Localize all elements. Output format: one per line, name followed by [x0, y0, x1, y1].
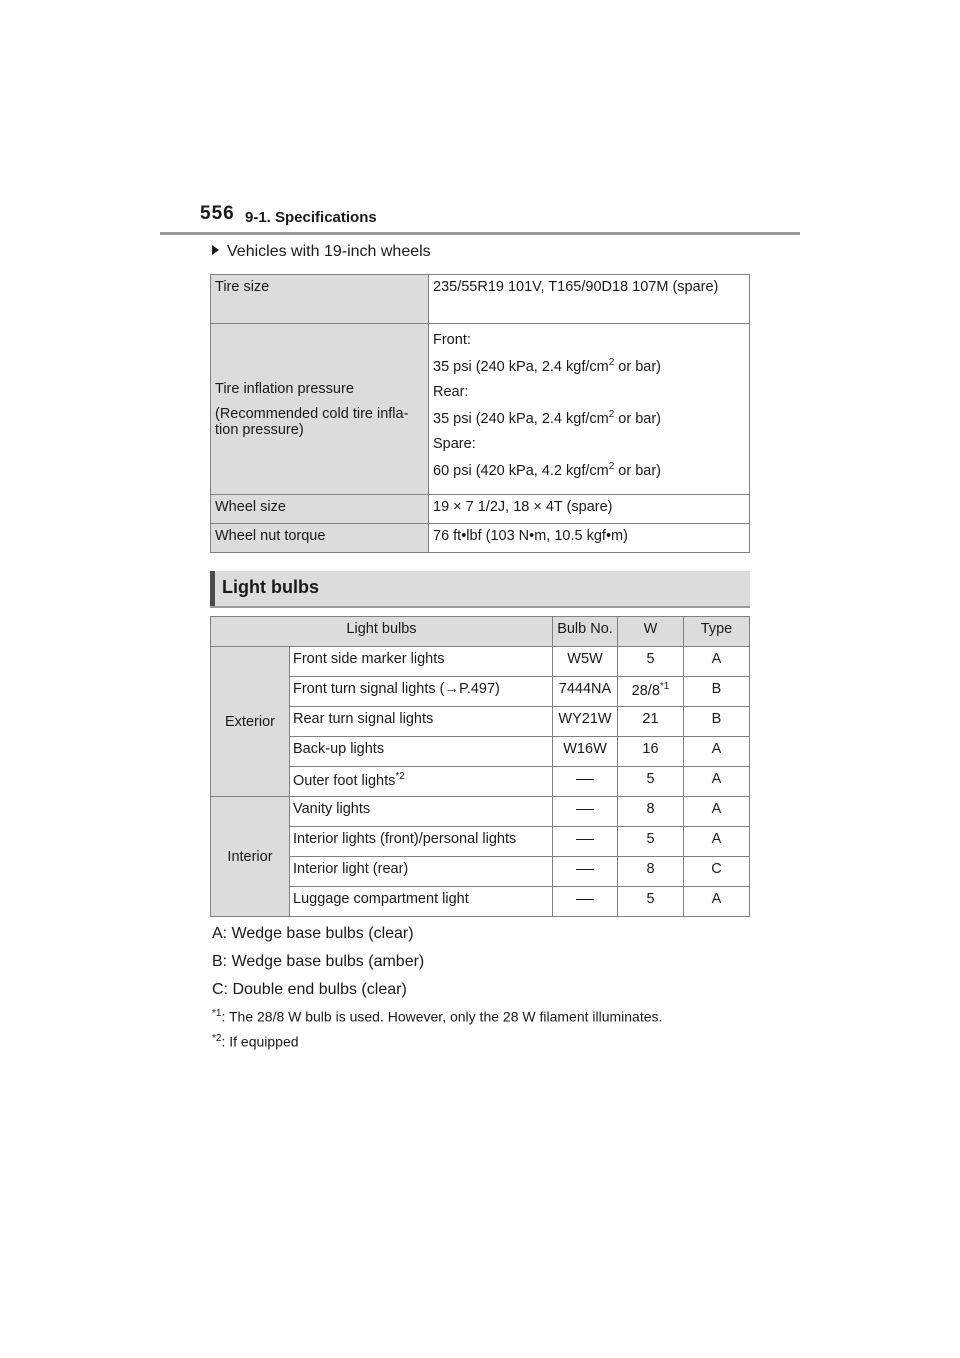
bulb-type: B — [684, 707, 750, 737]
page-reference-link[interactable]: P.497) — [459, 681, 500, 697]
bulb-name: Interior lights (front)/personal lights — [290, 827, 553, 857]
front-pressure: 35 psi (240 kPa, 2.4 kgf/$cm^2$ or bar) — [433, 357, 662, 375]
dash-icon — [576, 869, 594, 870]
table-row — [211, 707, 750, 737]
footnote-mark: *2 — [212, 1033, 222, 1044]
bulb-name: Luggage compartment light — [290, 887, 553, 917]
bulb-type: A — [684, 887, 750, 917]
section-title: 9-1. Specifications — [245, 209, 377, 226]
header-rule — [160, 232, 800, 235]
bulb-type: A — [684, 737, 750, 767]
table-row — [211, 324, 750, 495]
col-header-bulb-no: Bulb No. — [553, 617, 618, 647]
bulb-type: A — [684, 647, 750, 677]
bulb-number-none — [553, 827, 618, 857]
section-accent — [210, 571, 215, 606]
table-row — [211, 275, 750, 324]
wheel-nut-torque-label: Wheel nut torque — [211, 524, 429, 553]
table-header-row — [211, 617, 750, 647]
tire-spec-table — [210, 274, 750, 553]
rear-pressure: 35 psi (240 kPa, 2.4 kgf/$cm^2$ or bar) — [433, 408, 662, 427]
bulb-type: A — [684, 797, 750, 827]
light-bulbs-section-bar — [210, 571, 750, 608]
bulb-watt: 8 — [618, 797, 684, 827]
bulb-watt: 5 — [618, 767, 684, 797]
front-label: Front: — [433, 332, 471, 348]
table-row — [211, 857, 750, 887]
subheading-text: Vehicles with 19-inch wheels — [227, 243, 431, 260]
footnote-mark: *1 — [212, 1008, 222, 1019]
table-row — [211, 524, 750, 553]
bulb-type: A — [684, 767, 750, 797]
arrow-right-icon: → — [444, 681, 460, 697]
table-row — [211, 887, 750, 917]
tire-pressure-label — [211, 324, 429, 495]
legend-a: A: Wedge base bulbs (clear) — [212, 925, 414, 942]
bulb-watt: 28/8$^{*1}$ — [618, 677, 684, 707]
footnote-2: $^{*2}$: If equipped — [212, 1033, 299, 1050]
bulb-name: Interior light (rear) — [290, 857, 553, 887]
bulb-type: B — [684, 677, 750, 707]
bulb-watt: 5 — [618, 647, 684, 677]
bulb-watt: 5 — [618, 887, 684, 917]
col-header-light-bulbs: Light bulbs — [211, 617, 553, 647]
table-row — [211, 677, 750, 707]
bulb-number: W16W — [553, 737, 618, 767]
bulb-name: Back-up lights — [290, 737, 553, 767]
bulb-number-none — [553, 767, 618, 797]
group-interior: Interior — [211, 797, 290, 917]
bulb-number-none — [553, 887, 618, 917]
col-header-w: W — [618, 617, 684, 647]
bulb-number: 7444NA — [553, 677, 618, 707]
tire-size-label: Tire size — [211, 275, 429, 324]
bulb-name: Front side marker lights — [290, 647, 553, 677]
triangle-bullet-icon — [212, 245, 219, 255]
tire-size-value: 235/55R19 101V, T165/90D18 107M (spare) — [429, 275, 750, 324]
table-row — [211, 495, 750, 524]
subheading — [212, 243, 431, 261]
bulb-name: Rear turn signal lights — [290, 707, 553, 737]
bulb-name: Vanity lights — [290, 797, 553, 827]
wheel-nut-torque-value: 76 ft•lbf (103 N•m, 10.5 kgf•m) — [429, 524, 750, 553]
bulb-number-none — [553, 797, 618, 827]
bulb-watt: 8 — [618, 857, 684, 887]
bulb-type: A — [684, 827, 750, 857]
footnote-mark: *2 — [395, 771, 405, 782]
bulb-name: Front turn signal lights (→P.497) — [290, 677, 553, 707]
legend-b: B: Wedge base bulbs (amber) — [212, 953, 425, 970]
tire-pressure-label-note: (Recommended cold tire infla-tion pressure) — [215, 405, 409, 438]
table-row — [211, 797, 750, 827]
wheel-size-value: 19 × 7 1/2J, 18 × 4T (spare) — [429, 495, 750, 524]
tire-pressure-value — [429, 324, 750, 495]
light-bulbs-title: Light bulbs — [222, 577, 319, 597]
dash-icon — [576, 809, 594, 810]
table-row — [211, 647, 750, 677]
page-number: 556 — [200, 203, 235, 224]
wheel-size-label: Wheel size — [211, 495, 429, 524]
col-header-type: Type — [684, 617, 750, 647]
light-bulb-table — [210, 616, 750, 917]
rear-label: Rear: — [433, 383, 469, 400]
footnote-1: $^{*1}$: The 28/8 W bulb is used. However, only the 28 W filament illuminates. — [212, 1008, 663, 1025]
bulb-number: WY21W — [553, 707, 618, 737]
bulb-watt: 5 — [618, 827, 684, 857]
bulb-watt: 21 — [618, 707, 684, 737]
bulb-type: C — [684, 857, 750, 887]
table-row — [211, 767, 750, 797]
table-row — [211, 827, 750, 857]
spare-pressure: 60 psi (420 kPa, 4.2 kgf/$cm^2$ or bar) — [433, 460, 662, 479]
legend-c: C: Double end bulbs (clear) — [212, 981, 407, 998]
bulb-watt: 16 — [618, 737, 684, 767]
bulb-number: W5W — [553, 647, 618, 677]
spare-label: Spare: — [433, 435, 476, 452]
bulb-number-none — [553, 857, 618, 887]
footnote-mark: *1 — [659, 681, 670, 692]
tire-pressure-label-line: Tire inflation pressure — [215, 380, 354, 397]
dash-icon — [576, 839, 594, 840]
group-exterior: Exterior — [211, 647, 290, 797]
table-row — [211, 737, 750, 767]
dash-icon — [576, 899, 594, 900]
bulb-name: Outer foot lights$^{*2}$ — [290, 767, 553, 797]
dash-icon — [576, 779, 594, 780]
